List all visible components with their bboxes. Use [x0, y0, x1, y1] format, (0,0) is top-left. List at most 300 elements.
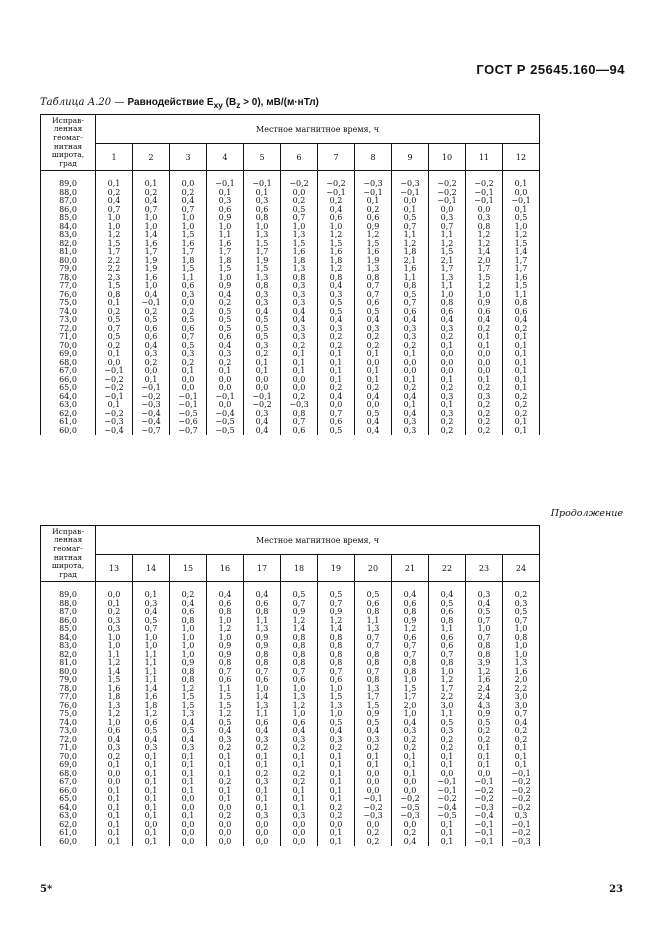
value-cell: 0,0	[244, 838, 281, 847]
value-cell: 0,6	[170, 282, 207, 291]
value-cell: 1,3	[281, 265, 318, 274]
value-cell: 0,4	[503, 719, 540, 728]
lat-column-header: Исправ- ленная геомаг- нитная широта, град	[41, 526, 96, 582]
value-cell: 0,9	[207, 214, 244, 223]
value-cell: 0,7	[133, 625, 170, 634]
value-cell: 0,5	[466, 608, 503, 617]
value-cell: 0,4	[244, 591, 281, 600]
value-cell: 0,1	[244, 359, 281, 368]
latitude-cell: 77,0	[41, 282, 96, 291]
value-cell: 0,8	[281, 659, 318, 668]
lat-column-header: Исправ- ленная геомаг- нитная широта, град	[41, 115, 96, 171]
value-cell: 0,4	[170, 736, 207, 745]
table-row	[41, 838, 540, 847]
value-cell: 1,6	[503, 274, 540, 283]
value-cell: 0,0	[355, 770, 392, 779]
value-cell: 0,0	[207, 838, 244, 847]
value-cell: 0,4	[207, 342, 244, 351]
value-cell: 1,8	[96, 693, 133, 702]
value-cell: 1,0	[207, 223, 244, 232]
value-cell: 1,3	[503, 659, 540, 668]
value-cell: −0,2	[133, 393, 170, 402]
value-cell: −0,3	[503, 838, 540, 847]
value-cell: 0,1	[170, 753, 207, 762]
value-cell: 0,8	[281, 274, 318, 283]
value-cell: 1,0	[133, 642, 170, 651]
continuation-label: Продолжение	[550, 508, 623, 519]
value-cell: −0,1	[429, 778, 466, 787]
value-cell: 0,7	[392, 651, 429, 660]
value-cell: 0,8	[318, 642, 355, 651]
value-cell: 0,8	[355, 676, 392, 685]
value-cell: 0,3	[466, 591, 503, 600]
value-cell: 1,9	[133, 257, 170, 266]
hour-header: 5	[244, 144, 281, 171]
value-cell: −0,1	[244, 393, 281, 402]
value-cell: 0,1	[466, 761, 503, 770]
value-cell: 0,8	[244, 608, 281, 617]
hour-header: 23	[466, 555, 503, 582]
latitude-cell: 88,0	[41, 189, 96, 198]
hour-header: 8	[355, 144, 392, 171]
value-cell: 0,1	[96, 761, 133, 770]
value-cell: 1,0	[96, 719, 133, 728]
latitude-cell: 86,0	[41, 206, 96, 215]
value-cell: 0,4	[281, 727, 318, 736]
value-cell: 0,6	[318, 214, 355, 223]
latitude-cell: 87,0	[41, 197, 96, 206]
value-cell: 0,8	[503, 299, 540, 308]
value-cell: 0,1	[318, 367, 355, 376]
value-cell: 0,1	[429, 342, 466, 351]
value-cell: 0,0	[503, 189, 540, 198]
value-cell: 1,0	[207, 617, 244, 626]
value-cell: −0,1	[466, 197, 503, 206]
value-cell: 0,5	[318, 308, 355, 317]
value-cell: 0,2	[355, 838, 392, 847]
latitude-cell: 74,0	[41, 308, 96, 317]
value-cell: −0,5	[207, 427, 244, 436]
value-cell: 1,5	[170, 693, 207, 702]
value-cell: 0,0	[207, 829, 244, 838]
value-cell: 0,6	[355, 299, 392, 308]
latitude-cell: 78,0	[41, 274, 96, 283]
value-cell: 0,0	[170, 804, 207, 813]
value-cell: 0,0	[466, 206, 503, 215]
value-cell: 0,2	[429, 427, 466, 436]
value-cell: 0,7	[466, 617, 503, 626]
value-cell: 0,2	[318, 804, 355, 813]
value-cell: 0,2	[429, 418, 466, 427]
latitude-cell: 88,0	[41, 600, 96, 609]
value-cell: −0,2	[96, 410, 133, 419]
latitude-cell: 73,0	[41, 316, 96, 325]
value-cell: −0,1	[244, 180, 281, 189]
value-cell: 0,0	[392, 359, 429, 368]
value-cell: 0,4	[355, 727, 392, 736]
value-cell: 0,4	[466, 316, 503, 325]
value-cell: −0,2	[244, 401, 281, 410]
value-cell: 1,0	[466, 625, 503, 634]
value-cell: 0,3	[466, 214, 503, 223]
value-cell: 1,3	[96, 702, 133, 711]
value-cell: 0,2	[207, 744, 244, 753]
value-cell: 0,6	[244, 600, 281, 609]
value-cell: 0,1	[318, 350, 355, 359]
value-cell: 0,1	[466, 744, 503, 753]
value-cell: 1,1	[133, 668, 170, 677]
value-cell: 0,1	[281, 359, 318, 368]
latitude-cell: 73,0	[41, 727, 96, 736]
value-cell: 1,3	[355, 625, 392, 634]
value-cell: 0,2	[429, 333, 466, 342]
value-cell: 1,3	[244, 274, 281, 283]
value-cell: 0,0	[170, 180, 207, 189]
value-cell: 0,5	[244, 333, 281, 342]
value-cell: 0,6	[281, 676, 318, 685]
latitude-cell: 68,0	[41, 770, 96, 779]
value-cell: 0,5	[207, 719, 244, 728]
value-cell: 0,3	[244, 291, 281, 300]
value-cell: 1,2	[207, 625, 244, 634]
value-cell: 1,0	[133, 634, 170, 643]
value-cell: 1,5	[170, 265, 207, 274]
value-cell: 0,8	[244, 282, 281, 291]
value-cell: 1,2	[318, 617, 355, 626]
hour-header: 17	[244, 555, 281, 582]
value-cell: 0,1	[355, 350, 392, 359]
value-cell: 0,1	[133, 778, 170, 787]
value-cell: 0,3	[133, 600, 170, 609]
value-cell: 2,2	[429, 693, 466, 702]
latitude-cell: 69,0	[41, 350, 96, 359]
value-cell: 0,1	[503, 350, 540, 359]
value-cell: 1,6	[466, 676, 503, 685]
value-cell: 0,1	[503, 180, 540, 189]
latitude-cell: 69,0	[41, 761, 96, 770]
table-title	[128, 97, 319, 108]
value-cell: 0,4	[503, 316, 540, 325]
value-cell: 1,3	[429, 274, 466, 283]
value-cell: 0,1	[170, 787, 207, 796]
value-cell: 1,5	[392, 685, 429, 694]
value-cell: 1,0	[318, 685, 355, 694]
value-cell: 0,4	[244, 727, 281, 736]
value-cell: 1,8	[207, 257, 244, 266]
value-cell: 0,4	[429, 591, 466, 600]
value-cell: 1,2	[96, 710, 133, 719]
value-cell: 0,7	[318, 600, 355, 609]
value-cell: 0,2	[355, 829, 392, 838]
value-cell: 0,4	[96, 197, 133, 206]
value-cell: 1,1	[392, 274, 429, 283]
value-cell: 0,4	[355, 316, 392, 325]
title-sub-xy: xy	[213, 100, 223, 110]
value-cell: 0,5	[503, 214, 540, 223]
value-cell: 0,0	[96, 770, 133, 779]
latitude-cell: 60,0	[41, 838, 96, 847]
title-text: Равнодействие E	[127, 97, 214, 108]
value-cell: 0,2	[281, 744, 318, 753]
value-cell: 0,5	[133, 316, 170, 325]
value-cell: 0,0	[96, 591, 133, 600]
value-cell: 0,2	[355, 333, 392, 342]
value-cell: 0,3	[244, 778, 281, 787]
value-cell: 1,2	[466, 282, 503, 291]
value-cell: 1,3	[170, 710, 207, 719]
value-cell: 0,1	[318, 829, 355, 838]
value-cell: 0,2	[207, 778, 244, 787]
value-cell: 0,0	[170, 384, 207, 393]
value-cell: 0,8	[244, 659, 281, 668]
value-cell: 1,6	[133, 693, 170, 702]
value-cell: 0,3	[244, 736, 281, 745]
value-cell: 1,0	[392, 710, 429, 719]
value-cell: −0,4	[96, 427, 133, 436]
value-cell: 0,7	[355, 291, 392, 300]
value-cell: 1,4	[133, 685, 170, 694]
value-cell: 0,6	[318, 676, 355, 685]
value-cell: 1,5	[96, 282, 133, 291]
value-cell: 2,0	[392, 702, 429, 711]
value-cell: 0,4	[133, 291, 170, 300]
value-cell: 1,5	[429, 248, 466, 257]
value-cell: 1,0	[281, 685, 318, 694]
value-cell: 0,3	[318, 291, 355, 300]
value-cell: 0,1	[244, 761, 281, 770]
value-cell: 0,0	[281, 829, 318, 838]
value-cell: 0,1	[133, 829, 170, 838]
value-cell: 0,6	[429, 608, 466, 617]
value-cell: 1,2	[429, 240, 466, 249]
value-cell: 0,1	[170, 367, 207, 376]
value-cell: 0,4	[207, 591, 244, 600]
value-cell: 0,1	[503, 418, 540, 427]
value-cell: 0,2	[244, 350, 281, 359]
value-cell: 0,2	[466, 384, 503, 393]
latitude-cell: 66,0	[41, 787, 96, 796]
value-cell: 0,9	[466, 710, 503, 719]
hour-header: 19	[318, 555, 355, 582]
value-cell: 0,1	[503, 744, 540, 753]
value-cell: 0,4	[392, 393, 429, 402]
value-cell: 1,1	[96, 651, 133, 660]
value-cell: 0,0	[466, 350, 503, 359]
value-cell: 0,1	[429, 838, 466, 847]
value-cell: 0,1	[207, 787, 244, 796]
value-cell: −0,1	[503, 770, 540, 779]
latitude-cell: 83,0	[41, 231, 96, 240]
value-cell: 0,8	[170, 676, 207, 685]
value-cell: 0,3	[96, 625, 133, 634]
value-cell: 1,0	[96, 223, 133, 232]
hour-header: 3	[170, 144, 207, 171]
value-cell: 0,2	[355, 744, 392, 753]
value-cell: 0,2	[466, 736, 503, 745]
value-cell: 0,8	[96, 291, 133, 300]
value-cell: 0,1	[318, 753, 355, 762]
value-cell: 0,1	[133, 753, 170, 762]
footer-signature: 5*	[40, 884, 53, 895]
value-cell: 0,3	[503, 600, 540, 609]
latitude-cell: 80,0	[41, 668, 96, 677]
value-cell: 0,1	[207, 367, 244, 376]
value-cell: 3,0	[503, 702, 540, 711]
value-cell: −0,2	[355, 804, 392, 813]
value-cell: 1,2	[133, 710, 170, 719]
latitude-cell: 89,0	[41, 591, 96, 600]
value-cell: 0,5	[318, 591, 355, 600]
value-cell: 0,5	[355, 591, 392, 600]
value-cell: 0,2	[281, 770, 318, 779]
value-cell: 0,1	[207, 761, 244, 770]
value-cell: 0,1	[392, 761, 429, 770]
value-cell: 0,1	[170, 812, 207, 821]
value-cell: −0,1	[503, 197, 540, 206]
value-cell: 0,5	[96, 333, 133, 342]
value-cell: −0,2	[503, 795, 540, 804]
value-cell: 0,4	[133, 608, 170, 617]
value-cell: 1,5	[170, 231, 207, 240]
value-cell: 0,6	[244, 719, 281, 728]
value-cell: 1,5	[355, 240, 392, 249]
value-cell: 0,3	[170, 291, 207, 300]
value-cell: 0,6	[207, 206, 244, 215]
latitude-cell: 67,0	[41, 367, 96, 376]
value-cell: 0,1	[133, 770, 170, 779]
value-cell: −0,2	[466, 180, 503, 189]
value-cell: 2,2	[96, 265, 133, 274]
value-cell: 0,1	[466, 376, 503, 385]
value-cell: 0,8	[281, 651, 318, 660]
value-cell: 0,2	[392, 384, 429, 393]
value-cell: −0,1	[466, 821, 503, 830]
value-cell: 0,3	[355, 736, 392, 745]
value-cell: 0,8	[355, 659, 392, 668]
value-cell: 2,1	[392, 257, 429, 266]
value-cell: 1,0	[170, 214, 207, 223]
value-cell: 1,3	[355, 685, 392, 694]
value-cell: 0,3	[392, 418, 429, 427]
latitude-cell: 61,0	[41, 829, 96, 838]
value-cell: 0,2	[170, 591, 207, 600]
value-cell: 1,7	[355, 693, 392, 702]
latitude-cell: 71,0	[41, 744, 96, 753]
value-cell: 0,0	[244, 376, 281, 385]
value-cell: −0,1	[355, 189, 392, 198]
value-cell: 0,9	[207, 651, 244, 660]
value-cell: 0,1	[207, 795, 244, 804]
value-cell: 0,0	[318, 401, 355, 410]
value-cell: −0,1	[170, 401, 207, 410]
latitude-cell: 65,0	[41, 384, 96, 393]
value-cell: 0,4	[133, 736, 170, 745]
value-cell: 0,8	[429, 659, 466, 668]
latitude-cell: 85,0	[41, 214, 96, 223]
value-cell: 0,5	[355, 308, 392, 317]
value-cell: 0,7	[429, 223, 466, 232]
value-cell: 0,6	[355, 600, 392, 609]
value-cell: 0,0	[281, 189, 318, 198]
value-cell: 0,0	[429, 350, 466, 359]
value-cell: 0,3	[281, 812, 318, 821]
value-cell: 0,6	[170, 608, 207, 617]
value-cell: 0,6	[207, 600, 244, 609]
value-cell: 0,1	[96, 838, 133, 847]
hour-header: 10	[429, 144, 466, 171]
value-cell: 0,9	[244, 642, 281, 651]
value-cell: 0,4	[392, 591, 429, 600]
hour-header: 18	[281, 555, 318, 582]
value-cell: 0,3	[392, 333, 429, 342]
value-cell: 0,1	[318, 770, 355, 779]
value-cell: 1,4	[244, 693, 281, 702]
latitude-cell: 72,0	[41, 736, 96, 745]
value-cell: 0,3	[392, 727, 429, 736]
value-cell: 0,1	[429, 376, 466, 385]
value-cell: 0,1	[318, 838, 355, 847]
value-cell: −0,2	[503, 804, 540, 813]
value-cell: 0,7	[392, 223, 429, 232]
value-cell: 1,0	[503, 223, 540, 232]
value-cell: 0,8	[244, 651, 281, 660]
value-cell: 0,1	[170, 770, 207, 779]
value-cell: 1,0	[244, 685, 281, 694]
value-cell: 0,5	[170, 727, 207, 736]
value-cell: 0,2	[392, 736, 429, 745]
value-cell: 1,4	[96, 668, 133, 677]
value-cell: 1,5	[244, 240, 281, 249]
value-cell: 0,0	[392, 821, 429, 830]
value-cell: −0,7	[170, 427, 207, 436]
value-cell: 0,5	[207, 316, 244, 325]
value-cell: 0,9	[318, 608, 355, 617]
value-cell: 1,4	[133, 231, 170, 240]
value-cell: 1,0	[133, 223, 170, 232]
value-cell: 1,0	[133, 214, 170, 223]
value-cell: 0,2	[170, 308, 207, 317]
value-cell: −0,1	[466, 189, 503, 198]
value-cell: 0,8	[355, 608, 392, 617]
value-cell: 1,0	[170, 625, 207, 634]
latitude-cell: 63,0	[41, 401, 96, 410]
value-cell: 0,2	[466, 727, 503, 736]
value-cell: 1,7	[133, 248, 170, 257]
value-cell: 0,5	[244, 325, 281, 334]
value-cell: 0,2	[318, 812, 355, 821]
value-cell: 0,2	[392, 829, 429, 838]
latitude-cell: 62,0	[41, 410, 96, 419]
value-cell: 0,7	[503, 710, 540, 719]
value-cell: 1,0	[281, 710, 318, 719]
value-cell: 1,7	[466, 265, 503, 274]
value-cell: 0,2	[207, 299, 244, 308]
value-cell: 0,2	[96, 342, 133, 351]
value-cell: 0,1	[503, 359, 540, 368]
value-cell: 0,1	[244, 189, 281, 198]
value-cell: 1,1	[133, 659, 170, 668]
value-cell: −0,1	[96, 393, 133, 402]
value-cell: 1,8	[392, 248, 429, 257]
value-cell: 1,3	[281, 231, 318, 240]
value-cell: −0,2	[318, 180, 355, 189]
value-cell: 0,0	[170, 795, 207, 804]
latitude-cell: 70,0	[41, 342, 96, 351]
value-cell: 0,6	[318, 418, 355, 427]
value-cell: 2,4	[466, 693, 503, 702]
value-cell: 0,0	[170, 376, 207, 385]
value-cell: 1,7	[96, 248, 133, 257]
